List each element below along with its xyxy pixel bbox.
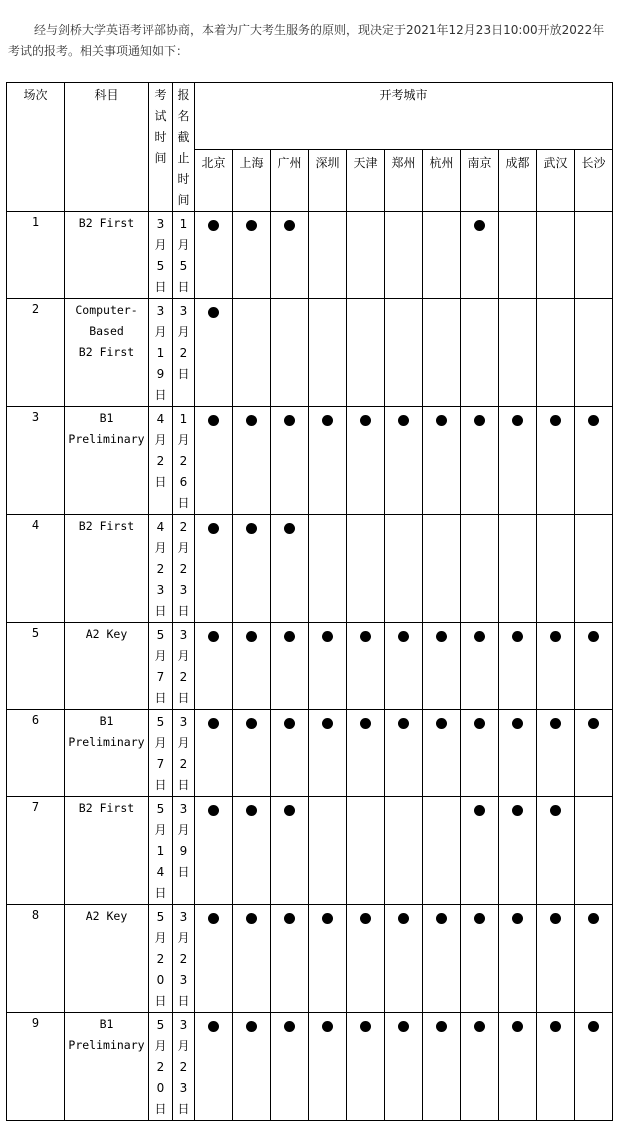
deadline-date: 1月26日 xyxy=(173,407,195,515)
table-row xyxy=(7,1013,613,1121)
city-availability-cell xyxy=(423,623,461,710)
available-dot-icon xyxy=(398,913,409,924)
city-availability-cell xyxy=(499,212,537,299)
table-row xyxy=(7,212,613,299)
header-exam-time: 考试时间 xyxy=(149,83,173,212)
city-header: 广州 xyxy=(271,149,309,211)
available-dot-icon xyxy=(512,913,523,924)
available-dot-icon xyxy=(246,1021,257,1032)
exam-schedule-table xyxy=(6,82,613,1121)
table-row xyxy=(7,299,613,407)
available-dot-icon xyxy=(588,631,599,642)
available-dot-icon xyxy=(474,1021,485,1032)
available-dot-icon xyxy=(588,718,599,729)
available-dot-icon xyxy=(246,523,257,534)
available-dot-icon xyxy=(360,415,371,426)
subject-name xyxy=(65,1013,149,1121)
city-header: 杭州 xyxy=(423,149,461,211)
exam-date: 5月7日 xyxy=(149,710,173,797)
city-header: 郑州 xyxy=(385,149,423,211)
available-dot-icon xyxy=(246,220,257,231)
available-dot-icon xyxy=(512,718,523,729)
city-availability-cell xyxy=(347,299,385,407)
city-availability-cell xyxy=(423,407,461,515)
subject-line: B2 First xyxy=(78,345,135,359)
city-availability-cell xyxy=(195,515,233,623)
city-availability-cell xyxy=(461,407,499,515)
city-availability-cell xyxy=(499,623,537,710)
city-availability-cell xyxy=(461,710,499,797)
available-dot-icon xyxy=(208,805,219,816)
city-availability-cell xyxy=(195,623,233,710)
available-dot-icon xyxy=(588,913,599,924)
available-dot-icon xyxy=(474,718,485,729)
city-availability-cell xyxy=(195,1013,233,1121)
available-dot-icon xyxy=(208,307,219,318)
subject-name xyxy=(65,515,149,623)
city-header: 武汉 xyxy=(537,149,575,211)
available-dot-icon xyxy=(208,913,219,924)
city-availability-cell xyxy=(423,710,461,797)
city-availability-cell xyxy=(233,1013,271,1121)
available-dot-icon xyxy=(550,1021,561,1032)
subject-name xyxy=(65,623,149,710)
available-dot-icon xyxy=(360,913,371,924)
subject-line: B2 First xyxy=(78,519,135,533)
city-header: 深圳 xyxy=(309,149,347,211)
city-availability-cell xyxy=(461,797,499,905)
available-dot-icon xyxy=(246,415,257,426)
city-availability-cell xyxy=(423,299,461,407)
session-number: 8 xyxy=(7,905,65,1013)
available-dot-icon xyxy=(246,631,257,642)
city-availability-cell xyxy=(423,1013,461,1121)
city-availability-cell xyxy=(499,710,537,797)
city-availability-cell xyxy=(575,1013,613,1121)
deadline-date: 3月2日 xyxy=(173,710,195,797)
available-dot-icon xyxy=(322,631,333,642)
city-availability-cell xyxy=(499,797,537,905)
available-dot-icon xyxy=(550,415,561,426)
city-availability-cell xyxy=(537,623,575,710)
city-availability-cell xyxy=(309,299,347,407)
deadline-date: 2月23日 xyxy=(173,515,195,623)
city-availability-cell xyxy=(575,905,613,1013)
city-header: 北京 xyxy=(195,149,233,211)
available-dot-icon xyxy=(246,805,257,816)
city-availability-cell xyxy=(537,797,575,905)
header-cities-group: 开考城市 xyxy=(195,83,613,150)
city-availability-cell xyxy=(385,212,423,299)
city-availability-cell xyxy=(309,797,347,905)
available-dot-icon xyxy=(436,718,447,729)
city-availability-cell xyxy=(499,407,537,515)
deadline-date: 3月23日 xyxy=(173,905,195,1013)
subject-line: B2 First xyxy=(78,216,135,230)
subject-line: Preliminary xyxy=(68,1038,145,1052)
exam-date: 5月20日 xyxy=(149,905,173,1013)
available-dot-icon xyxy=(512,1021,523,1032)
city-availability-cell xyxy=(195,797,233,905)
available-dot-icon xyxy=(360,718,371,729)
subject-name xyxy=(65,797,149,905)
city-availability-cell xyxy=(385,623,423,710)
city-availability-cell xyxy=(575,623,613,710)
city-availability-cell xyxy=(309,623,347,710)
available-dot-icon xyxy=(360,631,371,642)
available-dot-icon xyxy=(398,631,409,642)
subject-line: Based xyxy=(89,324,124,338)
available-dot-icon xyxy=(284,523,295,534)
available-dot-icon xyxy=(284,1021,295,1032)
available-dot-icon xyxy=(512,631,523,642)
table-row xyxy=(7,623,613,710)
subject-line: Preliminary xyxy=(68,735,145,749)
exam-date: 5月14日 xyxy=(149,797,173,905)
deadline-date: 3月2日 xyxy=(173,623,195,710)
session-number: 9 xyxy=(7,1013,65,1121)
city-availability-cell xyxy=(385,407,423,515)
available-dot-icon xyxy=(208,718,219,729)
available-dot-icon xyxy=(436,1021,447,1032)
available-dot-icon xyxy=(322,415,333,426)
city-availability-cell xyxy=(461,299,499,407)
deadline-date: 1月5日 xyxy=(173,212,195,299)
exam-date: 3月19日 xyxy=(149,299,173,407)
available-dot-icon xyxy=(208,523,219,534)
city-availability-cell xyxy=(385,299,423,407)
city-availability-cell xyxy=(385,710,423,797)
city-availability-cell xyxy=(309,212,347,299)
city-availability-cell xyxy=(271,623,309,710)
subject-line: B2 First xyxy=(78,801,135,815)
city-availability-cell xyxy=(309,515,347,623)
city-availability-cell xyxy=(195,905,233,1013)
city-availability-cell xyxy=(461,1013,499,1121)
header-subject: 科目 xyxy=(65,83,149,212)
city-availability-cell xyxy=(461,212,499,299)
header-deadline: 报名截止时间 xyxy=(173,83,195,212)
subject-line: A2 Key xyxy=(85,627,128,641)
available-dot-icon xyxy=(398,718,409,729)
available-dot-icon xyxy=(284,718,295,729)
city-availability-cell xyxy=(271,1013,309,1121)
city-availability-cell xyxy=(537,212,575,299)
city-availability-cell xyxy=(347,710,385,797)
city-availability-cell xyxy=(233,407,271,515)
city-availability-cell xyxy=(499,905,537,1013)
city-availability-cell xyxy=(195,710,233,797)
city-availability-cell xyxy=(461,905,499,1013)
city-availability-cell xyxy=(537,905,575,1013)
available-dot-icon xyxy=(512,805,523,816)
available-dot-icon xyxy=(284,220,295,231)
city-availability-cell xyxy=(347,1013,385,1121)
table-row xyxy=(7,515,613,623)
available-dot-icon xyxy=(322,913,333,924)
available-dot-icon xyxy=(588,1021,599,1032)
city-header: 上海 xyxy=(233,149,271,211)
session-number: 3 xyxy=(7,407,65,515)
city-availability-cell xyxy=(575,710,613,797)
subject-line: B1 xyxy=(99,714,114,728)
deadline-date: 3月2日 xyxy=(173,299,195,407)
available-dot-icon xyxy=(284,913,295,924)
available-dot-icon xyxy=(208,631,219,642)
city-availability-cell xyxy=(271,212,309,299)
city-availability-cell xyxy=(233,623,271,710)
city-availability-cell xyxy=(233,797,271,905)
city-availability-cell xyxy=(271,710,309,797)
session-number: 5 xyxy=(7,623,65,710)
available-dot-icon xyxy=(398,415,409,426)
available-dot-icon xyxy=(512,415,523,426)
intro-paragraph: 经与剑桥大学英语考评部协商，本着为广大考生服务的原则，现决定于2021年12月23日10:00开放2022年考试的报考。相关事项通知如下： xyxy=(8,23,605,58)
available-dot-icon xyxy=(246,718,257,729)
city-availability-cell xyxy=(423,905,461,1013)
deadline-date: 3月23日 xyxy=(173,1013,195,1121)
available-dot-icon xyxy=(550,718,561,729)
city-availability-cell xyxy=(575,407,613,515)
session-number: 6 xyxy=(7,710,65,797)
city-availability-cell xyxy=(461,515,499,623)
subject-name xyxy=(65,299,149,407)
table-row xyxy=(7,905,613,1013)
city-availability-cell xyxy=(233,299,271,407)
subject-name xyxy=(65,212,149,299)
available-dot-icon xyxy=(322,1021,333,1032)
city-header: 长沙 xyxy=(575,149,613,211)
city-availability-cell xyxy=(537,710,575,797)
available-dot-icon xyxy=(588,415,599,426)
session-number: 1 xyxy=(7,212,65,299)
subject-name xyxy=(65,905,149,1013)
city-header: 南京 xyxy=(461,149,499,211)
session-number: 7 xyxy=(7,797,65,905)
city-availability-cell xyxy=(309,710,347,797)
city-availability-cell xyxy=(385,905,423,1013)
table-row xyxy=(7,710,613,797)
available-dot-icon xyxy=(474,220,485,231)
available-dot-icon xyxy=(550,631,561,642)
subject-line: Preliminary xyxy=(68,432,145,446)
exam-date: 5月7日 xyxy=(149,623,173,710)
city-availability-cell xyxy=(385,797,423,905)
subject-line: Computer- xyxy=(75,303,138,317)
available-dot-icon xyxy=(550,913,561,924)
city-availability-cell xyxy=(347,905,385,1013)
city-availability-cell xyxy=(575,212,613,299)
header-session: 场次 xyxy=(7,83,65,212)
deadline-date: 3月9日 xyxy=(173,797,195,905)
city-availability-cell xyxy=(385,515,423,623)
available-dot-icon xyxy=(360,1021,371,1032)
available-dot-icon xyxy=(474,913,485,924)
city-availability-cell xyxy=(309,905,347,1013)
city-availability-cell xyxy=(499,515,537,623)
available-dot-icon xyxy=(474,631,485,642)
available-dot-icon xyxy=(208,415,219,426)
available-dot-icon xyxy=(284,805,295,816)
city-availability-cell xyxy=(195,212,233,299)
city-availability-cell xyxy=(499,1013,537,1121)
city-availability-cell xyxy=(233,515,271,623)
session-number: 2 xyxy=(7,299,65,407)
city-availability-cell xyxy=(271,905,309,1013)
city-availability-cell xyxy=(575,299,613,407)
exam-date: 4月2日 xyxy=(149,407,173,515)
city-availability-cell xyxy=(423,797,461,905)
city-availability-cell xyxy=(347,623,385,710)
subject-name xyxy=(65,710,149,797)
city-availability-cell xyxy=(271,797,309,905)
available-dot-icon xyxy=(208,1021,219,1032)
city-availability-cell xyxy=(575,515,613,623)
city-availability-cell xyxy=(347,407,385,515)
available-dot-icon xyxy=(436,913,447,924)
city-availability-cell xyxy=(537,407,575,515)
city-availability-cell xyxy=(423,212,461,299)
city-availability-cell xyxy=(195,407,233,515)
city-availability-cell xyxy=(271,407,309,515)
exam-date: 3月5日 xyxy=(149,212,173,299)
city-availability-cell xyxy=(271,515,309,623)
available-dot-icon xyxy=(208,220,219,231)
city-availability-cell xyxy=(537,515,575,623)
available-dot-icon xyxy=(322,718,333,729)
exam-date: 5月20日 xyxy=(149,1013,173,1121)
available-dot-icon xyxy=(398,1021,409,1032)
table-row xyxy=(7,407,613,515)
city-availability-cell xyxy=(347,797,385,905)
city-availability-cell xyxy=(233,710,271,797)
city-availability-cell xyxy=(233,905,271,1013)
available-dot-icon xyxy=(284,631,295,642)
city-availability-cell xyxy=(347,212,385,299)
subject-line: A2 Key xyxy=(85,909,128,923)
available-dot-icon xyxy=(246,913,257,924)
city-header: 天津 xyxy=(347,149,385,211)
city-availability-cell xyxy=(309,1013,347,1121)
session-number: 4 xyxy=(7,515,65,623)
city-availability-cell xyxy=(271,299,309,407)
subject-name xyxy=(65,407,149,515)
exam-date: 4月23日 xyxy=(149,515,173,623)
city-availability-cell xyxy=(575,797,613,905)
city-availability-cell xyxy=(347,515,385,623)
subject-line: B1 xyxy=(99,1017,114,1031)
subject-line: B1 xyxy=(99,411,114,425)
available-dot-icon xyxy=(474,805,485,816)
city-availability-cell xyxy=(537,1013,575,1121)
table-row xyxy=(7,797,613,905)
available-dot-icon xyxy=(284,415,295,426)
city-availability-cell xyxy=(309,407,347,515)
available-dot-icon xyxy=(474,415,485,426)
city-header: 成都 xyxy=(499,149,537,211)
city-availability-cell xyxy=(461,623,499,710)
city-availability-cell xyxy=(499,299,537,407)
city-availability-cell xyxy=(537,299,575,407)
city-availability-cell xyxy=(385,1013,423,1121)
city-availability-cell xyxy=(233,212,271,299)
city-availability-cell xyxy=(195,299,233,407)
city-availability-cell xyxy=(423,515,461,623)
available-dot-icon xyxy=(436,631,447,642)
available-dot-icon xyxy=(436,415,447,426)
available-dot-icon xyxy=(550,805,561,816)
